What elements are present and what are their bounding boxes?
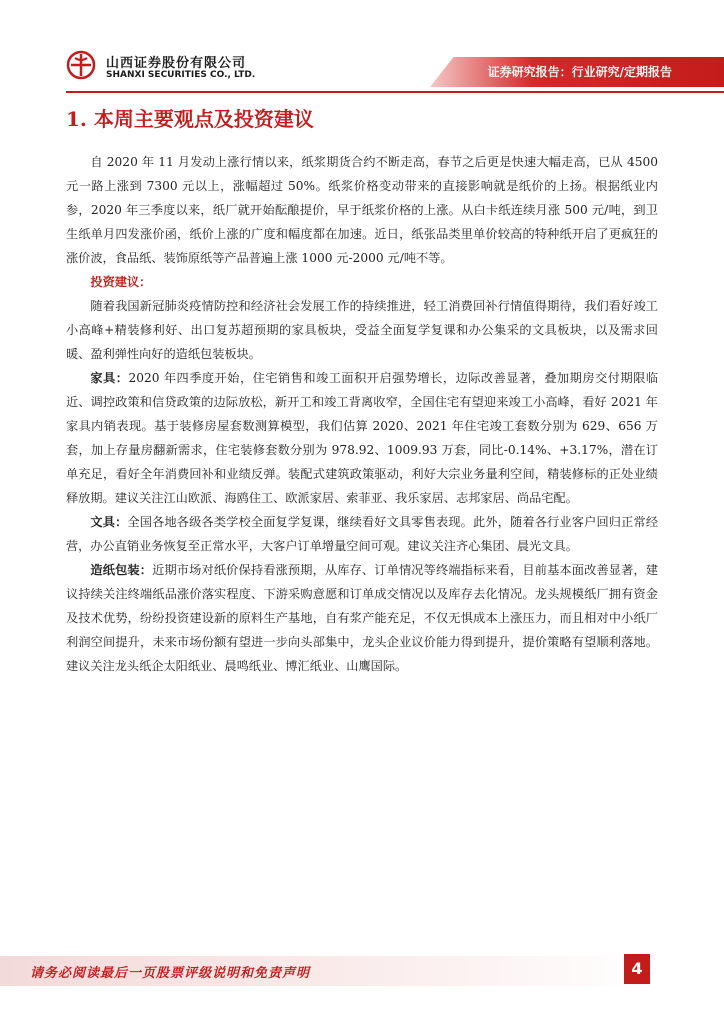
header-divider <box>66 91 724 93</box>
invest-heading <box>66 270 658 294</box>
furniture-text: 2020 年四季度开始，住宅销售和竣工面积开启强势增长，边际改善显著，叠加期房交付期限临近、调控政策和信贷政策的边际放松，新开工和竣工背离收窄，全国住宅有望迎来竣工小高峰，看好 2021 年家具内销表现。基于装修房屋套数测算模型，我们估算 2020、2021 年住宅竣工套数分别为 629、656 万套，加上存量房翻新需求，住宅装修套数分别为 978.92、1009.93 万套，同比-0.14%、+3.17%，潜在订单充足，看好全年消费回补和业绩反弹。装配式建筑政策驱动，利好大宗业务量利空间，精装修标的正处业绩释放期。建议关注江山欧派、海鸥住工、欧派家居、索菲亚、我乐家居、志邦家居、尚品宅配。 <box>66 371 659 505</box>
paper-label: 造纸包装： <box>90 563 153 577</box>
company-name-en: SHANXI SECURITIES CO., LTD. <box>106 70 256 80</box>
invest-label: 投资建议： <box>90 275 152 289</box>
furniture-paragraph <box>66 366 658 510</box>
footer-disclaimer: 请务必阅读最后一页股票评级说明和免责声明 <box>30 966 311 981</box>
paper-text: 近期市场对纸价保持看涨预期，从库存、订单情况等终端指标来看，目前基本面改善显著，建议持续关注终端纸品涨价落实程度、下游采购意愿和订单成交情况以及库存去化情况。龙头规模纸厂拥有资金及技术优势，纷纷投资建设新的原料生产基地，自有浆产能充足，不仅无惧成本上涨压力，而且相对中小纸厂利润空间提升，未来市场份额有望进一步向头部集中，龙头企业议价能力得到提升，提价策略有望顺利落地。建议关注龙头纸企太阳纸业、晨鸣纸业、博汇纸业、山鹰国际。 <box>66 563 659 673</box>
section-title: 1. 本周主要观点及投资建议 <box>66 107 314 131</box>
paper-paragraph <box>66 558 658 678</box>
stationery-text: 全国各地各级各类学校全面复学复课，继续看好文具零售表现。此外，随着各行业客户回归正常经营，办公直销业务恢复至正常水平，大客户订单增量空间可观。建议关注齐心集团、晨光文具。 <box>66 515 659 553</box>
furniture-label: 家具： <box>90 371 129 385</box>
company-logo-icon <box>66 50 96 80</box>
intro-paragraph: 自 2020 年 11 月发动上涨行情以来，纸浆期货合约不断走高，春节之后更是快速大幅走高，已从 4500 元一路上涨到 7300 元以上，涨幅超过 50%。纸浆价格变动带来的直接影响就是纸价的上扬。根据纸业内参，2020 年三季度以来，纸厂就开始酝酿提价，早于纸浆价格的上涨。从白卡纸连续月涨 500 元/吨，到卫生纸单月四发涨价函，纸价上涨的广度和幅度都在加速。近日，纸张品类里单价较高的特种纸开启了更疯狂的涨价波，食品纸、装饰原纸等产品普遍上涨 1000 元-2000 元/吨不等。 <box>66 155 658 265</box>
invest-paragraph: 随着我国新冠肺炎疫情防控和经济社会发展工作的持续推进，轻工消费回补行情值得期待，我们看好竣工小高峰+精装修利好、出口复苏超预期的家具板块，受益全面复学复课和办公集采的文具板块，以及需求回暖、盈利弹性向好的造纸包装板块。 <box>66 299 658 361</box>
stationery-label: 文具： <box>90 515 128 529</box>
page-number: 4 <box>624 954 650 984</box>
page-header <box>0 0 724 100</box>
stationery-paragraph <box>66 510 658 558</box>
company-name-cn: 山西证券股份有限公司 <box>106 56 247 71</box>
report-body <box>66 150 658 678</box>
page-footer <box>0 946 724 996</box>
report-type: 证券研究报告：行业研究/定期报告 <box>487 65 672 79</box>
